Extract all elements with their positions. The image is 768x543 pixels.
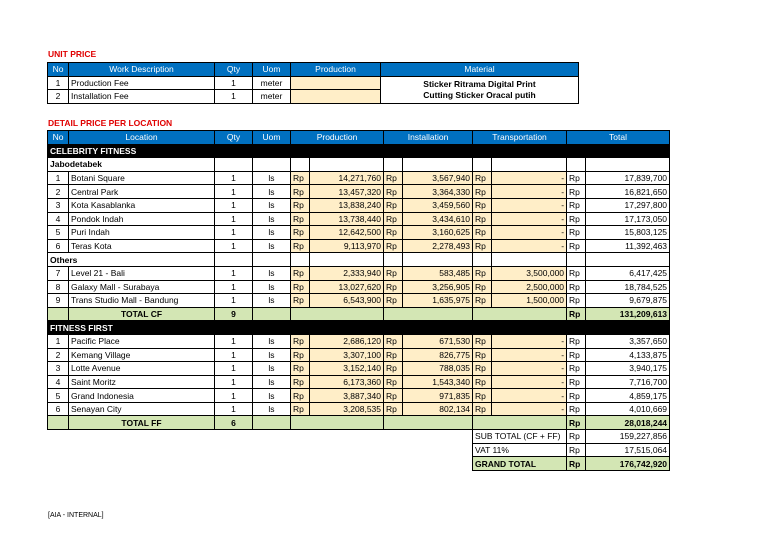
col-header-location: Location [69, 131, 215, 145]
row-production: 3,887,340 [310, 389, 384, 403]
summary-value: 159,227,856 [586, 430, 670, 444]
row-transportation: - [492, 239, 567, 253]
col-header-no: No [48, 131, 69, 145]
row-location: Grand Indonesia [69, 389, 215, 403]
row-no: 7 [48, 266, 69, 280]
row-production: 12,642,500 [310, 226, 384, 240]
currency: Rp [473, 226, 492, 240]
row-uom: ls [253, 198, 291, 212]
row-production: 13,027,620 [310, 280, 384, 294]
row-location: Senayan City [69, 402, 215, 416]
row-uom: ls [253, 239, 291, 253]
col-header-transportation: Transportation [473, 131, 567, 145]
row-no: 1 [48, 334, 69, 348]
row-uom: ls [253, 266, 291, 280]
table-row [48, 266, 670, 280]
currency: Rp [567, 185, 586, 199]
currency: Rp [567, 307, 586, 321]
table-row [48, 280, 670, 294]
unit-price-table [47, 62, 579, 104]
currency: Rp [291, 239, 310, 253]
row-no: 4 [48, 375, 69, 389]
row-transportation: - [492, 389, 567, 403]
row-uom: ls [253, 348, 291, 362]
group-header-fitness-first [48, 321, 670, 335]
row-installation: 971,835 [403, 389, 473, 403]
row-uom: ls [253, 294, 291, 308]
currency: Rp [473, 334, 492, 348]
currency: Rp [384, 198, 403, 212]
row-uom: ls [253, 375, 291, 389]
currency: Rp [473, 348, 492, 362]
table-row [48, 185, 670, 199]
summary-label: GRAND TOTAL [473, 457, 567, 471]
currency: Rp [384, 375, 403, 389]
group-header-celebrity-fitness [48, 144, 670, 158]
col-header-uom: Uom [253, 131, 291, 145]
row-description: Production Fee [69, 76, 215, 90]
row-location: Kota Kasablanka [69, 198, 215, 212]
currency: Rp [567, 402, 586, 416]
table-row [48, 334, 670, 348]
currency: Rp [291, 198, 310, 212]
currency: Rp [567, 294, 586, 308]
col-header-material: Material [381, 63, 579, 77]
currency: Rp [473, 239, 492, 253]
row-transportation: - [492, 171, 567, 185]
row-installation: 3,256,905 [403, 280, 473, 294]
row-no: 6 [48, 239, 69, 253]
currency: Rp [291, 402, 310, 416]
row-total: 4,859,175 [586, 389, 670, 403]
summary-label: VAT 11% [473, 443, 567, 457]
currency: Rp [567, 362, 586, 376]
row-production: 14,271,760 [310, 171, 384, 185]
table-row [48, 239, 670, 253]
row-transportation: - [492, 185, 567, 199]
row-no: 1 [48, 171, 69, 185]
row-production: 3,152,140 [310, 362, 384, 376]
row-production: 2,333,940 [310, 266, 384, 280]
col-header-uom: Uom [253, 63, 291, 77]
currency: Rp [291, 266, 310, 280]
row-qty: 1 [215, 280, 253, 294]
currency: Rp [567, 334, 586, 348]
row-total: 7,716,700 [586, 375, 670, 389]
row-production: 3,307,100 [310, 348, 384, 362]
row-transportation: - [492, 348, 567, 362]
row-transportation: - [492, 375, 567, 389]
row-location: Teras Kota [69, 239, 215, 253]
row-uom: ls [253, 171, 291, 185]
row-total: 3,940,175 [586, 362, 670, 376]
group-name: CELEBRITY FITNESS [48, 144, 670, 158]
row-transportation: - [492, 362, 567, 376]
row-production [291, 76, 381, 90]
row-uom: ls [253, 389, 291, 403]
row-location: Saint Moritz [69, 375, 215, 389]
currency: Rp [473, 212, 492, 226]
row-no: 4 [48, 212, 69, 226]
col-header-qty: Qty [215, 63, 253, 77]
row-no: 5 [48, 226, 69, 240]
currency: Rp [567, 280, 586, 294]
row-uom: ls [253, 212, 291, 226]
row-qty: 1 [215, 294, 253, 308]
row-location: Galaxy Mall - Surabaya [69, 280, 215, 294]
row-uom: meter [253, 90, 291, 104]
currency: Rp [291, 185, 310, 199]
currency: Rp [291, 334, 310, 348]
row-total: 16,821,650 [586, 185, 670, 199]
vat-row [48, 443, 670, 457]
subtotal-row [48, 430, 670, 444]
currency: Rp [567, 457, 586, 471]
row-total: 17,173,050 [586, 212, 670, 226]
summary-value: 176,742,920 [586, 457, 670, 471]
row-location: Central Park [69, 185, 215, 199]
row-production: 13,738,440 [310, 212, 384, 226]
row-installation: 788,035 [403, 362, 473, 376]
currency: Rp [473, 375, 492, 389]
currency: Rp [567, 239, 586, 253]
row-qty: 1 [215, 362, 253, 376]
table-row [48, 362, 670, 376]
row-qty: 1 [215, 239, 253, 253]
col-header-installation: Installation [384, 131, 473, 145]
row-production: 6,173,360 [310, 375, 384, 389]
col-header-qty: Qty [215, 131, 253, 145]
currency: Rp [384, 280, 403, 294]
material-cell [381, 76, 579, 103]
table-row [48, 294, 670, 308]
currency: Rp [567, 348, 586, 362]
row-qty: 1 [215, 185, 253, 199]
detail-price-title: DETAIL PRICE PER LOCATION [48, 118, 173, 128]
currency: Rp [384, 389, 403, 403]
currency: Rp [473, 362, 492, 376]
currency: Rp [567, 212, 586, 226]
row-no: 3 [48, 362, 69, 376]
row-uom: ls [253, 334, 291, 348]
currency: Rp [567, 198, 586, 212]
row-location: Pondok Indah [69, 212, 215, 226]
currency: Rp [384, 171, 403, 185]
grand-total-row [48, 457, 670, 471]
row-no: 2 [48, 185, 69, 199]
row-no: 2 [48, 348, 69, 362]
currency: Rp [291, 280, 310, 294]
currency: Rp [384, 212, 403, 226]
row-total: 15,803,125 [586, 226, 670, 240]
row-installation: 3,434,610 [403, 212, 473, 226]
row-location: Lotte Avenue [69, 362, 215, 376]
row-description: Installation Fee [69, 90, 215, 104]
currency: Rp [473, 198, 492, 212]
total-qty: 9 [215, 307, 253, 321]
currency: Rp [291, 171, 310, 185]
row-uom: ls [253, 402, 291, 416]
currency: Rp [384, 402, 403, 416]
total-ff-row [48, 416, 670, 430]
row-transportation: - [492, 198, 567, 212]
currency: Rp [567, 226, 586, 240]
row-total: 4,133,875 [586, 348, 670, 362]
row-total: 18,784,525 [586, 280, 670, 294]
row-production: 3,208,535 [310, 402, 384, 416]
unit-price-title: UNIT PRICE [48, 49, 97, 59]
table-row [48, 348, 670, 362]
currency: Rp [291, 348, 310, 362]
row-installation: 3,364,330 [403, 185, 473, 199]
currency: Rp [291, 389, 310, 403]
currency: Rp [473, 294, 492, 308]
row-no: 5 [48, 389, 69, 403]
region-label: Jabodetabek [48, 158, 215, 172]
row-transportation: 2,500,000 [492, 280, 567, 294]
currency: Rp [473, 280, 492, 294]
row-production: 13,457,320 [310, 185, 384, 199]
currency: Rp [567, 389, 586, 403]
row-qty: 1 [215, 348, 253, 362]
row-no: 6 [48, 402, 69, 416]
row-transportation: - [492, 226, 567, 240]
row-location: Kemang Village [69, 348, 215, 362]
row-installation: 671,530 [403, 334, 473, 348]
row-no: 2 [48, 90, 69, 104]
currency: Rp [567, 443, 586, 457]
currency: Rp [567, 266, 586, 280]
col-header-no: No [48, 63, 69, 77]
table-row [48, 226, 670, 240]
row-uom: ls [253, 362, 291, 376]
currency: Rp [291, 375, 310, 389]
row-qty: 1 [215, 212, 253, 226]
row-location: Level 21 - Bali [69, 266, 215, 280]
row-total: 17,297,800 [586, 198, 670, 212]
col-header-work-description: Work Description [69, 63, 215, 77]
table-row [48, 389, 670, 403]
detail-header [48, 131, 670, 145]
row-installation: 802,134 [403, 402, 473, 416]
row-installation: 2,278,493 [403, 239, 473, 253]
material-line: Cutting Sticker Oracal putih [423, 89, 536, 100]
row-total: 4,010,669 [586, 402, 670, 416]
col-header-total: Total [567, 131, 670, 145]
currency: Rp [384, 294, 403, 308]
col-header-production: Production [291, 131, 384, 145]
row-qty: 1 [215, 90, 253, 104]
row-qty: 1 [215, 226, 253, 240]
currency: Rp [473, 402, 492, 416]
row-installation: 3,459,560 [403, 198, 473, 212]
row-installation: 1,635,975 [403, 294, 473, 308]
row-qty: 1 [215, 198, 253, 212]
currency: Rp [291, 362, 310, 376]
row-installation: 1,543,340 [403, 375, 473, 389]
row-qty: 1 [215, 375, 253, 389]
currency: Rp [567, 416, 586, 430]
detail-price-table [47, 130, 670, 471]
currency: Rp [473, 185, 492, 199]
summary-value: 17,515,064 [586, 443, 670, 457]
row-installation: 826,775 [403, 348, 473, 362]
material-line: Sticker Ritrama Digital Print [423, 78, 536, 89]
table-row [48, 212, 670, 226]
col-header-production: Production [291, 63, 381, 77]
row-qty: 1 [215, 266, 253, 280]
footer-classification: [AIA - INTERNAL] [48, 512, 104, 519]
table-row [48, 76, 579, 90]
row-uom: ls [253, 185, 291, 199]
row-transportation: 3,500,000 [492, 266, 567, 280]
currency: Rp [384, 362, 403, 376]
table-row [48, 375, 670, 389]
row-location: Trans Studio Mall - Bandung [69, 294, 215, 308]
currency: Rp [384, 348, 403, 362]
total-cf-row [48, 307, 670, 321]
row-total: 3,357,650 [586, 334, 670, 348]
currency: Rp [473, 389, 492, 403]
row-installation: 3,567,940 [403, 171, 473, 185]
row-transportation: - [492, 212, 567, 226]
row-transportation: - [492, 402, 567, 416]
row-transportation: - [492, 334, 567, 348]
currency: Rp [567, 430, 586, 444]
table-row [48, 402, 670, 416]
table-row [48, 198, 670, 212]
currency: Rp [291, 294, 310, 308]
row-uom: ls [253, 280, 291, 294]
row-no: 1 [48, 76, 69, 90]
currency: Rp [567, 375, 586, 389]
row-total: 11,392,463 [586, 239, 670, 253]
row-total: 6,417,425 [586, 266, 670, 280]
currency: Rp [384, 266, 403, 280]
row-production: 6,543,900 [310, 294, 384, 308]
row-qty: 1 [215, 334, 253, 348]
table-row [48, 171, 670, 185]
total-label: TOTAL CF [69, 307, 215, 321]
row-no: 9 [48, 294, 69, 308]
row-production [291, 90, 381, 104]
row-uom: ls [253, 226, 291, 240]
row-installation: 3,160,625 [403, 226, 473, 240]
total-value: 28,018,244 [586, 416, 670, 430]
total-qty: 6 [215, 416, 253, 430]
row-location: Puri Indah [69, 226, 215, 240]
total-value: 131,209,613 [586, 307, 670, 321]
summary-label: SUB TOTAL (CF + FF) [473, 430, 567, 444]
row-production: 9,113,970 [310, 239, 384, 253]
group-name: FITNESS FIRST [48, 321, 670, 335]
row-location: Pacific Place [69, 334, 215, 348]
row-no: 3 [48, 198, 69, 212]
unit-price-header [48, 63, 579, 77]
row-production: 13,838,240 [310, 198, 384, 212]
row-uom: meter [253, 76, 291, 90]
row-installation: 583,485 [403, 266, 473, 280]
row-total: 9,679,875 [586, 294, 670, 308]
row-production: 2,686,120 [310, 334, 384, 348]
currency: Rp [291, 226, 310, 240]
row-no: 8 [48, 280, 69, 294]
currency: Rp [384, 185, 403, 199]
region-label: Others [48, 253, 215, 267]
row-qty: 1 [215, 171, 253, 185]
currency: Rp [384, 226, 403, 240]
currency: Rp [291, 212, 310, 226]
currency: Rp [473, 171, 492, 185]
row-qty: 1 [215, 402, 253, 416]
total-label: TOTAL FF [69, 416, 215, 430]
currency: Rp [384, 239, 403, 253]
row-qty: 1 [215, 389, 253, 403]
currency: Rp [567, 171, 586, 185]
region-row-others [48, 253, 670, 267]
region-row-jabodetabek [48, 158, 670, 172]
row-total: 17,839,700 [586, 171, 670, 185]
row-transportation: 1,500,000 [492, 294, 567, 308]
row-location: Botani Square [69, 171, 215, 185]
currency: Rp [384, 334, 403, 348]
currency: Rp [473, 266, 492, 280]
row-qty: 1 [215, 76, 253, 90]
